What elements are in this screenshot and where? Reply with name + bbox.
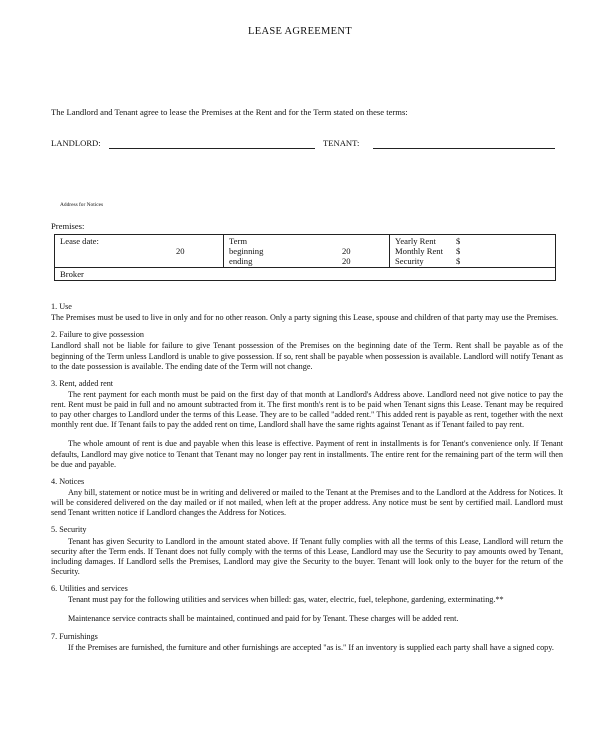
section-heading: 5. Security [51, 525, 87, 535]
address-for-notices-note: Address for Notices [60, 202, 104, 208]
broker-cell[interactable] [55, 268, 556, 281]
ending-year: 20 [342, 256, 351, 266]
section-furnishings [51, 632, 563, 653]
monthly-rent-label: Monthly Rent [395, 246, 443, 256]
beginning-year: 20 [342, 246, 351, 256]
yearly-rent-label: Yearly Rent [395, 236, 436, 246]
yearly-rent-currency: $ [456, 236, 461, 246]
security-label: Security [395, 256, 424, 266]
section-failure-to-give-possession [51, 330, 563, 371]
section-heading: 1. Use [51, 302, 72, 311]
lease-date-cell[interactable] [55, 235, 224, 268]
lease-terms-table [54, 234, 556, 281]
landlord-field[interactable] [109, 148, 315, 149]
section-security [51, 525, 563, 576]
rent-cell[interactable] [390, 235, 556, 268]
security-currency: $ [456, 256, 461, 266]
section-paragraph: Maintenance service contracts shall be maintained, continued and paid for by Tenant. These charges will be added rent. [68, 614, 459, 624]
intro-text: The Landlord and Tenant agree to lease the Premises at the Rent and for the Term stated on these terms: [51, 107, 408, 117]
section-paragraph: Landlord shall not be liable for failure to give Tenant possession of the Premises on the beginning date of the Term. Rent shall be payable as of the beginning of the Term unless Landlord is unable to give possession. If so, rent shall be payable when possession is available. Landlord will notify Tenant as to the date possession is available. The ending date of the Term will not change. [51, 341, 563, 371]
lease-date-year: 20 [176, 246, 185, 256]
section-paragraph: The Premises must be used to live in only and for no other reason. Only a party signing this Lease, spouse and children of that party may use the Premises. [51, 313, 559, 323]
section-paragraph: If the Premises are furnished, the furniture and other furnishings are accepted "as is." If an inventory is supplied each party shall have a signed copy. [68, 642, 554, 652]
section-heading: 4. Notices [51, 476, 85, 486]
monthly-rent-currency: $ [456, 246, 461, 256]
section-heading: 7. Furnishings [51, 631, 98, 641]
lease-sections [51, 302, 563, 660]
section-heading: 2. Failure to give possession [51, 330, 145, 340]
section-heading: 3. Rent, added rent [51, 378, 114, 388]
section-paragraph: The whole amount of rent is due and payable when this lease is effective. Payment of rent in installments is for Tenant's convenience only. If Tenant defaults, Landlord may give notice to Tenant that Tenant may no longer pay rent in installments. The entire rent for the remaining part of the term will then be due and payable. [51, 439, 563, 469]
section-rent-added-rent [51, 379, 563, 470]
section-utilities-and-services [51, 584, 563, 624]
beginning-label: beginning [229, 246, 264, 256]
parties-row [51, 138, 555, 152]
section-heading: 6. Utilities and services [51, 584, 128, 594]
landlord-label: LANDLORD: [51, 138, 101, 148]
section-paragraph: The rent payment for each month must be paid on the first day of that month at Landlord's Address above. Landlord need not give notice to pay the rent. Rent must be paid in full and no amount subtracted from it. The first month's rent is to be paid when Tenant signs this Lease. Tenant may be required to pay other charges to Landlord under the terms of this Lease. They are to be called "added rent." This added rent is payable as rent, together with the next monthly rent due. If Tenant fails to pay the added rent on time, Landlord shall have the same rights against Tenant as if Tenant failed to pay rent. [51, 390, 563, 430]
section-paragraph: Any bill, statement or notice must be in writing and delivered or mailed to the Tenant at the Premises and to the Landlord at the Address for Notices. It will be considered delivered on the day mailed or if not mailed, when left at the proper address. Any notice must be sent by certified mail. Landlord must send Tenant written notice if Landlord changes the Address for Notices. [51, 487, 563, 518]
document-title: LEASE AGREEMENT [248, 26, 352, 37]
section-paragraph: Tenant must pay for the following utilities and services when billed: gas, water, electric, fuel, telephone, gardening, exterminating.** [68, 595, 504, 605]
section-paragraph: Tenant has given Security to Landlord in the amount stated above. If Tenant fully complies with all the terms of this Lease, Landlord will return the security after the Term ends. If Tenant does not fully comply with the terms of this Lease, Landlord may use the Security to pay amounts owed by Tenant, including damages. If Landlord sells the Premises, Landlord may give the Security to the buyer. Tenant will look only to the buyer for the return of the Security. [51, 536, 563, 576]
tenant-field[interactable] [373, 148, 555, 149]
section-use [51, 302, 563, 323]
premises-label: Premises: [51, 221, 85, 231]
ending-label: ending [229, 256, 253, 266]
section-notices [51, 477, 563, 518]
broker-label: Broker [60, 269, 84, 279]
tenant-label: TENANT: [323, 138, 360, 148]
term-cell[interactable] [224, 235, 390, 268]
term-label: Term [229, 236, 248, 246]
lease-date-label: Lease date: [60, 236, 99, 246]
